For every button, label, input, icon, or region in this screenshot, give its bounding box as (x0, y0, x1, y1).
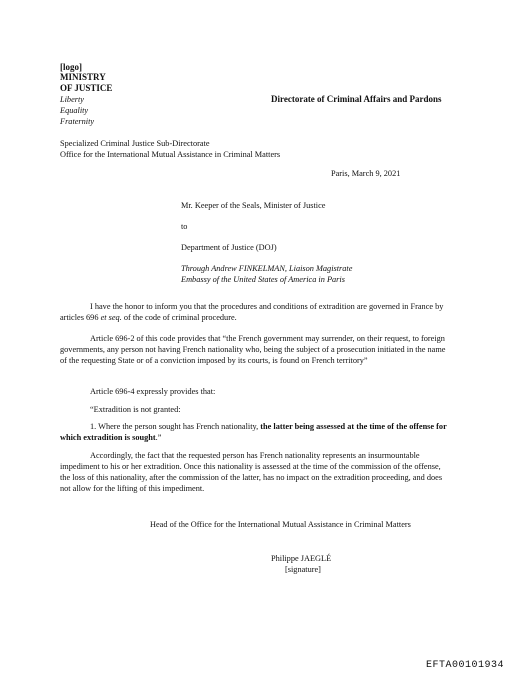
sender-line: Mr. Keeper of the Seals, Minister of Justice (181, 201, 326, 210)
through-line2: Embassy of the United States of America in Paris (181, 275, 345, 284)
ministry-name-line1: MINISTRY (60, 72, 106, 82)
office-head-line: Head of the Office for the International Mutual Assistance in Criminal Matters (150, 520, 411, 529)
through-line1: Through Andrew FINKELMAN, Liaison Magistrate (181, 264, 353, 273)
subdirectorate-line1: Specialized Criminal Justice Sub-Directorate (60, 139, 210, 148)
p5-text-normal: 1. Where the person sought has French nationality, (90, 422, 261, 431)
bates-number: EFTA00101934 (425, 660, 504, 671)
p1-text-a: I have the honor to inform you that the procedures and conditions of extradition are governed in France by articles 696 (60, 302, 444, 322)
subdirectorate-line2: Office for the International Mutual Assistance in Criminal Matters (60, 150, 281, 159)
ministry-name-line2: OF JUSTICE (60, 83, 113, 93)
body-paragraph-1 (60, 301, 452, 323)
p1-et-seq: et seq. (100, 313, 122, 322)
p5-text-end: .” (155, 433, 162, 442)
signer-name: Philippe JAEGLÉ (271, 554, 332, 563)
body-paragraph-5 (60, 421, 452, 443)
directorate-title: Directorate of Criminal Affairs and Pardons (271, 94, 442, 104)
place-date: Paris, March 9, 2021 (331, 169, 401, 178)
signature-placeholder: [signature] (285, 565, 321, 574)
body-paragraph-6: Accordingly, the fact that the requested person has French nationality represents an insurmountable impediment to his or her extradition. Once this nationality is assessed at the time of the commission of the offense, the loss of this nationality, after the commission of the latter, has no impact on the extradition proceeding, and does not allow for the lifting of this impediment. (60, 451, 443, 493)
motto-fraternity: Fraternity (60, 117, 95, 126)
p1-text-b: of the code of criminal procedure. (121, 313, 237, 322)
body-paragraph-4: “Extradition is not granted: (90, 405, 181, 414)
body-paragraph-3: Article 696-4 expressly provides that: (90, 387, 216, 396)
logo-placeholder: [logo] (60, 62, 82, 72)
to-word: to (181, 222, 188, 231)
motto-equality: Equality (60, 106, 89, 115)
p5-text-bold: the latter being assessed at the time of the offense for which extradition is sought (60, 422, 447, 442)
body-paragraph-2: Article 696-2 of this code provides that “the French government may surrender, on their request, to foreign governments, any person not having French nationality who, being the subject of a prosecution initiated in the name of the requesting State or of a conviction imposed by its courts, is found on French territory” (60, 334, 446, 365)
motto-liberty: Liberty (60, 95, 84, 104)
recipient-line: Department of Justice (DOJ) (181, 243, 277, 252)
